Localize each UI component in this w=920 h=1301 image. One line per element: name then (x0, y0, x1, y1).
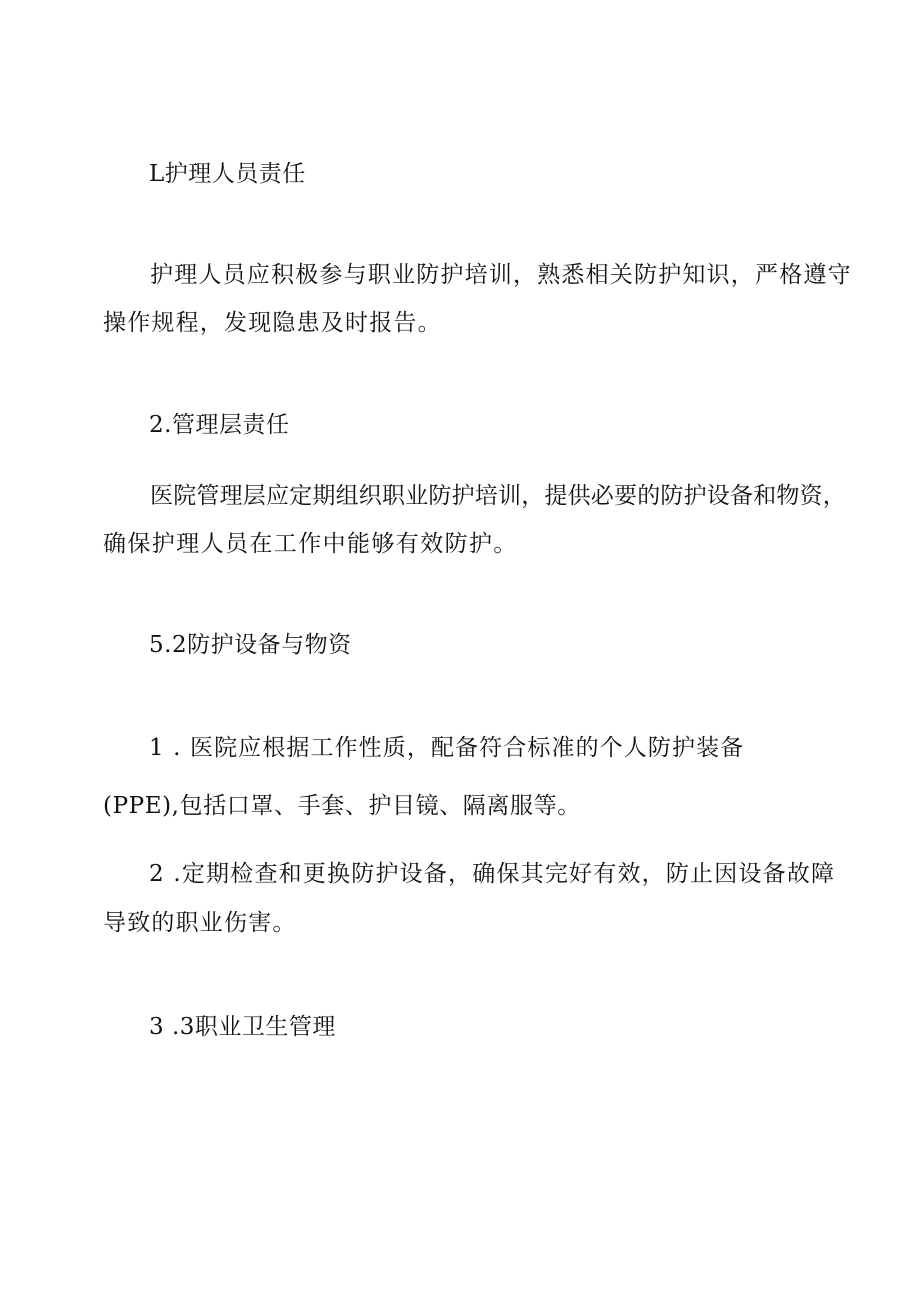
paragraph-management-line-2: 确保护理人员在工作中能够有效防护。 (103, 531, 518, 557)
paragraph-nursing-staff-line-1: 护理人员应积极参与职业防护培训，熟悉相关防护知识，严格遵守 (150, 262, 852, 288)
heading-nursing-staff-responsibility: L护理人员责任 (149, 161, 306, 187)
heading-management-responsibility: 2.管理层责任 (149, 412, 290, 438)
section-heading-occupational-health: 3 .3职业卫生管理 (149, 1014, 336, 1040)
paragraph-management-line-1: 医院管理层应定期组织职业防护培训，提供必要的防护设备和物资， (150, 483, 846, 509)
paragraph-nursing-staff-line-2: 操作规程，发现隐患及时报告。 (103, 310, 442, 336)
list-item-2-line-1: 2 .定期检查和更换防护设备，确保其完好有效，防止因设备故障 (149, 861, 836, 887)
section-heading-protective-equipment: 5.2防护设备与物资 (149, 632, 352, 658)
list-item-1-line-2: (PPE),包括口罩、手套、护目镜、隔离服等。 (103, 793, 581, 819)
list-item-2-line-2: 导致的职业伤害。 (103, 910, 297, 936)
list-item-1-line-1: 1 . 医院应根据工作性质，配备符合标准的个人防护装备 (149, 735, 745, 761)
